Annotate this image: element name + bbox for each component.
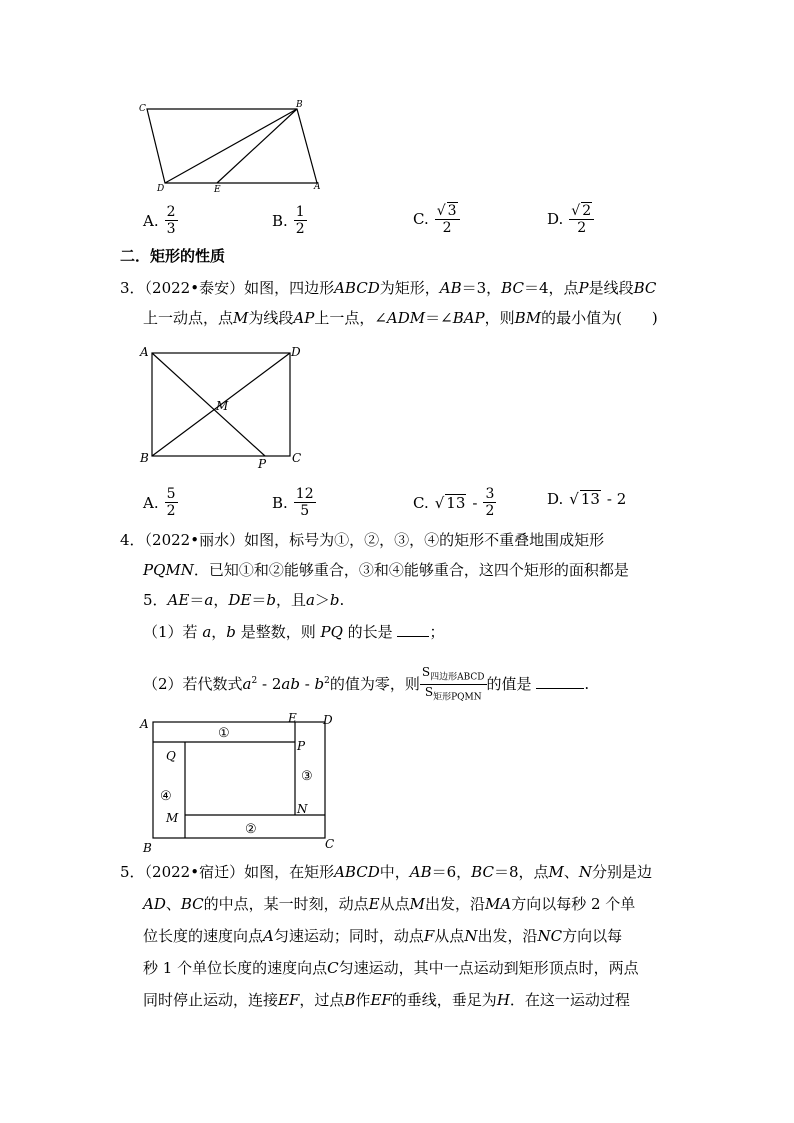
q4-line-1: 4．（2022•丽水）如图，标号为①，②，③，④的矩形不重叠地围成矩形	[120, 531, 605, 549]
q3-option-a: A. $\frac{5}{2}$	[143, 486, 176, 519]
q3-option-d: D. √ 13 - 2	[547, 490, 627, 508]
label-rect-4: ④	[160, 789, 172, 804]
label-E: E	[214, 185, 221, 195]
label-M: M	[166, 811, 179, 825]
q5-line-1: 5．（2022•宿迁）如图，在矩形ABCD中，AB＝6，BC＝8，点M、N分别是边	[120, 863, 652, 881]
section-heading: 二．矩形的性质	[120, 247, 226, 265]
q3-line-2: 上一动点，点M为线段AP上一点，∠ADM＝∠BAP，则BM的最小值为( )	[143, 309, 658, 327]
label-N: N	[297, 802, 308, 816]
q4-part-1: （1）若 a，b 是整数，则 PQ 的长是 ；	[143, 623, 445, 641]
label-M: M	[216, 399, 229, 413]
q5-line-2: AD、BC的中点，某一时刻，动点E从点M出发，沿MA方向以每秒 2 个单	[143, 895, 636, 913]
label-B: B	[140, 451, 149, 465]
label-Q: Q	[166, 749, 176, 763]
label-E: E	[288, 711, 297, 725]
label-A: A	[140, 345, 149, 359]
q3-line-1: 3．（2022•泰安）如图，四边形ABCD为矩形，AB＝3，BC＝4，点P是线段BC	[120, 279, 657, 297]
figure-rectangle-q3	[135, 340, 315, 475]
label-rect-1: ①	[218, 726, 230, 741]
q3-option-c: C. √ 13 - $\frac{3}{2}$	[413, 486, 495, 519]
q2-option-b: B. $\frac{1}{2}$	[272, 204, 305, 237]
label-rect-3: ③	[301, 769, 313, 784]
label-C: C	[325, 837, 335, 851]
label-B: B	[296, 100, 303, 110]
fraction: $\frac{1}{2}$	[295, 204, 305, 237]
label-B: B	[143, 841, 152, 855]
label-rect-2: ②	[245, 822, 257, 837]
q2-option-c: C. $\frac{√ 3}{2}$	[413, 202, 460, 236]
q4-line-2: PQMN．已知①和②能够重合，③和④能够重合，这四个矩形的面积都是	[143, 561, 629, 579]
figure-four-rectangles	[135, 710, 345, 855]
area-ratio-fraction: $\frac{S_{四边形ABCD}}{S_{矩形PQMN}}$	[421, 665, 485, 703]
label-C: C	[139, 104, 146, 114]
label-A: A	[314, 182, 321, 192]
q5-line-3: 位长度的速度向点A匀速运动；同时，动点F从点N出发，沿NC方向以每	[143, 927, 623, 945]
label-C: C	[292, 451, 302, 465]
label-A: A	[140, 717, 149, 731]
q5-line-4: 秒 1 个单位长度的速度向点C匀速运动，其中一点运动到矩形顶点时，两点	[143, 959, 639, 977]
q5-line-5: 同时停止运动，连接EF，过点B作EF的垂线，垂足为H．在这一运动过程	[143, 991, 630, 1009]
answer-blank[interactable]	[536, 688, 584, 689]
label-P: P	[297, 739, 306, 753]
fraction: $\frac{2}{3}$	[166, 204, 176, 237]
q2-option-a: A. $\frac{2}{3}$	[143, 204, 176, 237]
fraction: $\frac{√ 2}{2}$	[569, 202, 594, 236]
q4-part-2: （2）若代数式$a^2 - 2ab - b^2$的值为零，则 $\frac{S_{四边形ABCD}}{S_{矩形PQMN}}$ 的值是 .	[143, 665, 590, 703]
label-D: D	[157, 184, 165, 194]
figure-parallelogram	[130, 96, 330, 196]
fraction: $\frac{√ 3}{2}$	[435, 202, 460, 236]
label-D: D	[323, 713, 333, 727]
q4-line-3: 5．AE＝a，DE＝b，且a＞b.	[143, 591, 345, 609]
q3-option-b: B. $\frac{12}{5}$	[272, 486, 314, 519]
answer-blank[interactable]	[397, 636, 429, 637]
q2-option-d: D. $\frac{√ 2}{2}$	[547, 202, 594, 236]
label-D: D	[291, 345, 301, 359]
label-P: P	[258, 457, 267, 471]
